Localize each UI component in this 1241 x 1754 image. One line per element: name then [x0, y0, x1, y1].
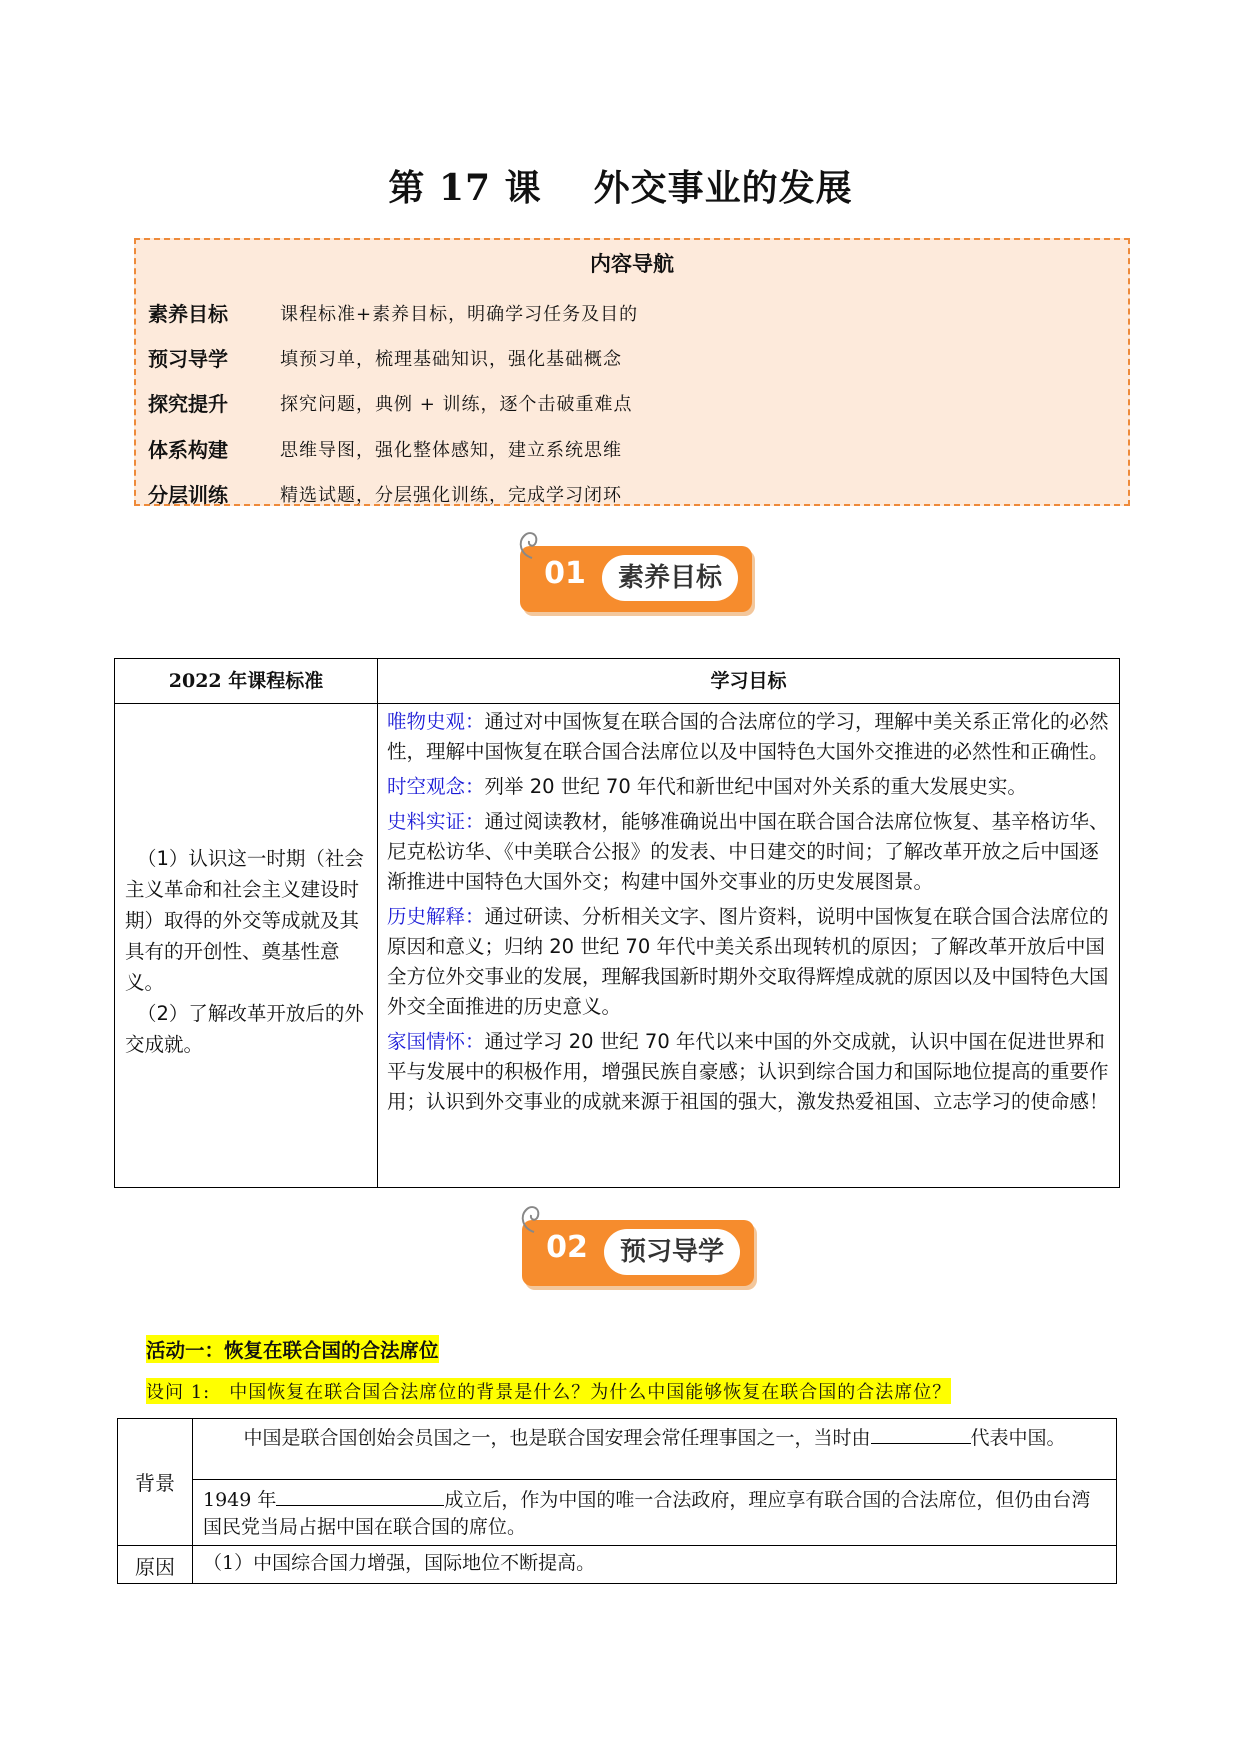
goal-text: 通过对中国恢复在联合国的合法席位的学习，理解中美关系正常化的必然性，理解中国恢复在联合国合法席位以及中国特色大国外交推进的必然性和正确性。 [387, 710, 1109, 763]
paperclip-icon [510, 520, 550, 560]
cell-text: 1949 年 [203, 1489, 277, 1511]
section-badge-01 [520, 546, 752, 612]
goal-key: 家国情怀： [387, 1030, 485, 1053]
goal-item [387, 1027, 1111, 1117]
objectives-table [114, 658, 1120, 1188]
standards-header: 2022 年课程标准 [115, 659, 378, 704]
lesson-title [0, 160, 1241, 211]
goals-cell [387, 707, 1111, 1122]
standards-cell [125, 843, 369, 1060]
nav-heading: 内容导航 [590, 252, 674, 276]
goal-item [387, 707, 1111, 767]
nav-key: 素养目标 [148, 302, 228, 326]
cell-text: 成立后，作为中国的唯一合法政府，理应享有联合国的合法席位，但仍由台湾国民党当局占据中国在联合国的席位。 [203, 1489, 1091, 1538]
section-label: 素养目标 [602, 555, 738, 601]
content-navigation-box [134, 238, 1130, 506]
fill-blank[interactable] [871, 1423, 971, 1444]
activity-question: 设问 1: 中国恢复在联合国合法席位的背景是什么？为什么中国能够恢复在联合国的合法席位？ [146, 1378, 951, 1404]
standard-item: （2）了解改革开放后的外交成就。 [125, 1002, 364, 1056]
reason-cell-1: （1）中国综合国力增强，国际地位不断提高。 [203, 1552, 596, 1574]
lesson-name: 外交事业的发展 [593, 167, 853, 209]
goal-text: 通过研读、分析相关文字、图片资料，说明中国恢复在联合国合法席位的原因和意义；归纳 20 世纪 70 年代中美关系出现转机的原因；了解改革开放后中国全方位外交事业的发展，理解我国新时期外交取得辉煌成就的原因以及中国特色大国外交全面推进的历史意义。 [387, 905, 1109, 1018]
section-number: 02 [546, 1230, 588, 1265]
row-label-background: 背景 [135, 1471, 175, 1495]
goal-text: 通过阅读教材，能够准确说出中国在联合国合法席位恢复、基辛格访华、尼克松访华、《中美联合公报》的发表、中日建交的时间；了解改革开放之后中国逐渐推进中国特色大国外交；构建中国外交事业的历史发展图景。 [387, 810, 1109, 893]
goal-text: 列举 20 世纪 70 年代和新世纪中国对外关系的重大发展史实。 [484, 775, 1027, 798]
nav-value: 探究问题，典例 + 训练，逐个击破重难点 [280, 394, 633, 415]
fill-blank[interactable] [276, 1485, 444, 1506]
section-label: 预习导学 [604, 1229, 740, 1275]
goal-item [387, 902, 1111, 1022]
goal-key: 历史解释： [387, 905, 485, 928]
nav-key: 体系构建 [148, 438, 228, 462]
background-cell-1 [193, 1423, 1116, 1452]
nav-value: 课程标准+素养目标，明确学习任务及目的 [280, 304, 639, 325]
goals-header: 学习目标 [378, 659, 1119, 704]
goal-item [387, 772, 1111, 802]
section-badge-02 [522, 1220, 754, 1286]
goal-key: 唯物史观： [387, 710, 485, 733]
goal-key: 时空观念： [387, 775, 485, 798]
nav-key: 探究提升 [148, 392, 228, 416]
goal-text: 通过学习 20 世纪 70 年代以来中国的外交成就，认识中国在促进世界和平与发展中的积极作用，增强民族自豪感；认识到综合国力和国际地位提高的重要作用；认识到外交事业的成就来源于祖国的强大，激发热爱祖国、立志学习的使命感！ [387, 1030, 1109, 1113]
column-divider [377, 703, 378, 1187]
section-number: 01 [544, 556, 586, 591]
cell-text: 中国是联合国创始会员国之一，也是联合国安理会常任理事国之一，当时由 [243, 1427, 871, 1449]
row-divider [193, 1479, 1116, 1480]
row-label-reason: 原因 [135, 1555, 175, 1579]
cell-text: 代表中国。 [970, 1427, 1066, 1449]
background-cell-2 [203, 1485, 1108, 1541]
paperclip-icon [512, 1194, 552, 1234]
nav-key: 分层训练 [148, 483, 228, 507]
nav-key: 预习导学 [148, 347, 228, 371]
nav-value: 精选试题，分层强化训练，完成学习闭环 [280, 485, 622, 506]
activity-title: 活动一：恢复在联合国的合法席位 [146, 1335, 439, 1363]
goal-item [387, 807, 1111, 897]
nav-value: 思维导图，强化整体感知，建立系统思维 [280, 440, 622, 461]
activity-table [117, 1418, 1117, 1584]
row-divider [118, 1545, 1116, 1546]
standard-item: （1）认识这一时期（社会主义革命和社会主义建设时期）取得的外交等成就及其具有的开创性、奠基性意义。 [125, 847, 364, 994]
lesson-number: 第 17 课 [388, 167, 542, 209]
nav-value: 填预习单，梳理基础知识，强化基础概念 [280, 349, 622, 370]
goal-key: 史料实证： [387, 810, 485, 833]
